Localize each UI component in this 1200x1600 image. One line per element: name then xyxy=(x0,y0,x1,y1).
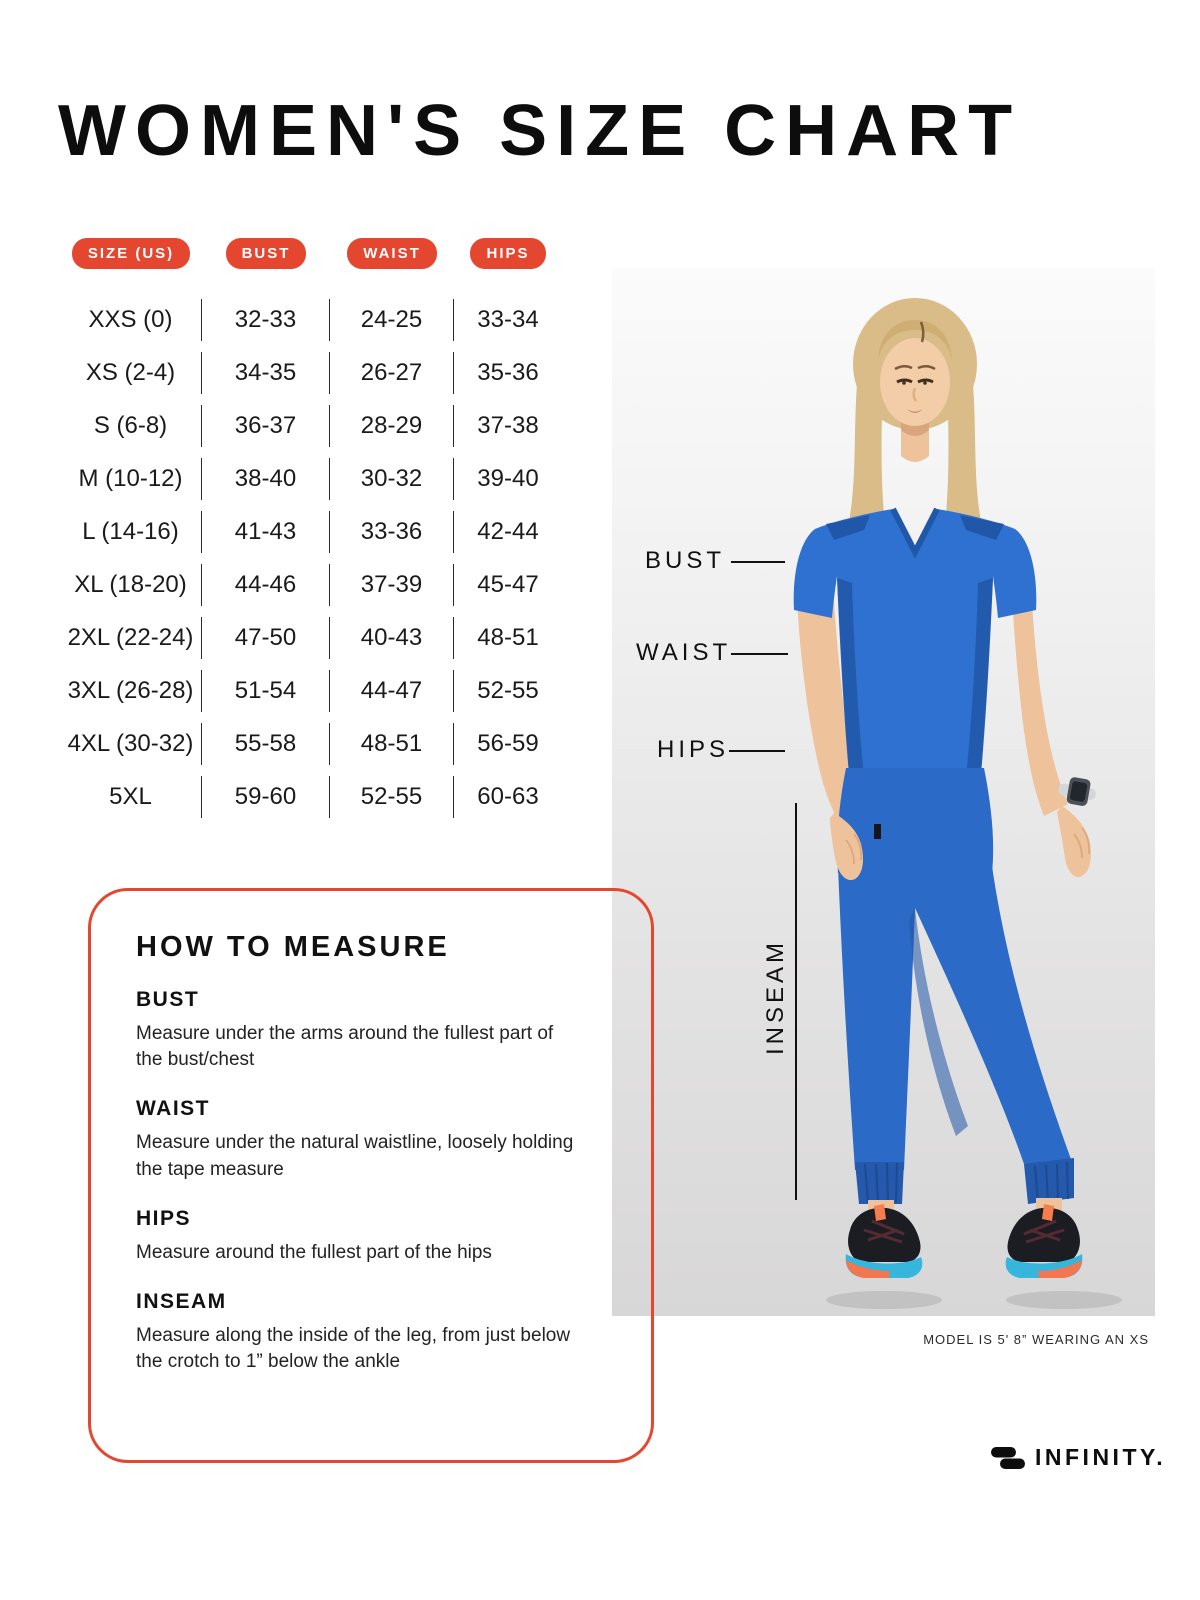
bust-cell: 34-35 xyxy=(202,352,330,394)
size-cell: M (10-12) xyxy=(60,458,202,500)
bust-cell: 38-40 xyxy=(202,458,330,500)
measure-item-text-bust: Measure under the arms around the fullest part of the bust/chest xyxy=(136,1023,554,1071)
table-row xyxy=(60,723,562,765)
measure-item-label-bust: BUST xyxy=(136,988,200,1011)
table-row xyxy=(60,776,562,818)
size-cell: 5XL xyxy=(60,776,202,818)
page-title: WOMEN'S SIZE CHART xyxy=(58,91,1022,171)
bust-pointer-line xyxy=(731,561,785,563)
size-table-header xyxy=(60,238,562,269)
size-table xyxy=(60,238,562,829)
measure-item-label-inseam: INSEAM xyxy=(136,1290,227,1314)
hips-pointer-line xyxy=(729,750,785,752)
waist-cell: 26-27 xyxy=(330,352,454,394)
table-row xyxy=(60,511,562,553)
hips-cell: 52-55 xyxy=(477,677,539,704)
waist-cell: 37-39 xyxy=(330,564,454,606)
hips-cell: 48-51 xyxy=(477,624,539,651)
hips-cell: 39-40 xyxy=(477,465,539,492)
bust-cell: 55-58 xyxy=(202,723,330,765)
hips-cell: 45-47 xyxy=(477,571,539,598)
size-cell: XL (18-20) xyxy=(60,564,202,606)
column-pill-waist: WAIST xyxy=(347,238,437,269)
hips-cell: 37-38 xyxy=(477,412,539,439)
sneaker xyxy=(846,1204,923,1278)
pant-cuffs xyxy=(855,1158,1074,1204)
measure-item-label-hips: HIPS xyxy=(136,1206,192,1230)
size-cell: XS (2-4) xyxy=(60,352,202,394)
hips-annotation-label: HIPS xyxy=(657,736,730,763)
inseam-annotation-label: INSEAM xyxy=(762,938,789,1056)
model-photo xyxy=(612,268,1155,1316)
how-to-measure-box xyxy=(88,888,654,1463)
column-pill-bust: BUST xyxy=(226,238,307,269)
waist-cell: 40-43 xyxy=(330,617,454,659)
hips-cell: 56-59 xyxy=(477,730,539,757)
waist-cell: 30-32 xyxy=(330,458,454,500)
infinity-logo-icon xyxy=(991,1446,1025,1470)
measure-item-text-inseam: Measure along the inside of the leg, from just below the crotch to 1” below the ankle xyxy=(136,1325,571,1373)
table-row xyxy=(60,564,562,606)
column-pill-size: SIZE (US) xyxy=(72,238,190,269)
bust-cell: 59-60 xyxy=(202,776,330,818)
bust-cell: 36-37 xyxy=(202,405,330,447)
table-row xyxy=(60,299,562,341)
brand-name: INFINITY. xyxy=(1035,1444,1167,1470)
waist-cell: 28-29 xyxy=(330,405,454,447)
model-photo-background xyxy=(612,268,1155,1316)
table-row xyxy=(60,617,562,659)
waist-cell: 24-25 xyxy=(330,299,454,341)
hips-cell: 42-44 xyxy=(477,518,539,545)
waist-annotation-label: WAIST xyxy=(636,639,732,666)
size-cell: L (14-16) xyxy=(60,511,202,553)
how-to-measure-title: HOW TO MEASURE xyxy=(136,931,450,963)
bust-cell: 44-46 xyxy=(202,564,330,606)
hips-cell: 33-34 xyxy=(477,306,539,333)
table-row xyxy=(60,352,562,394)
column-pill-hips: HIPS xyxy=(470,238,545,269)
waist-cell: 48-51 xyxy=(330,723,454,765)
size-cell: 3XL (26-28) xyxy=(60,670,202,712)
hips-cell: 60-63 xyxy=(477,783,539,810)
bust-cell: 32-33 xyxy=(202,299,330,341)
model-caption: MODEL IS 5' 8” WEARING AN XS xyxy=(923,1332,1149,1347)
measure-item-text-hips: Measure around the fullest part of the hips xyxy=(136,1241,492,1263)
bust-annotation-label: BUST xyxy=(645,547,726,574)
table-row xyxy=(60,405,562,447)
waist-cell: 44-47 xyxy=(330,670,454,712)
size-cell: XXS (0) xyxy=(60,299,202,341)
table-row xyxy=(60,670,562,712)
brand-logo xyxy=(991,1444,1166,1471)
bust-cell: 41-43 xyxy=(202,511,330,553)
waist-cell: 52-55 xyxy=(330,776,454,818)
size-cell: 2XL (22-24) xyxy=(60,617,202,659)
waist-cell: 33-36 xyxy=(330,511,454,553)
measure-item-text-waist: Measure under the natural waistline, loosely holding the tape measure xyxy=(136,1132,574,1180)
scrub-pants xyxy=(837,768,1072,1170)
bust-cell: 51-54 xyxy=(202,670,330,712)
table-row xyxy=(60,458,562,500)
waist-pointer-line xyxy=(731,653,788,655)
measure-item-label-waist: WAIST xyxy=(136,1097,210,1121)
bust-cell: 47-50 xyxy=(202,617,330,659)
inseam-pointer-line xyxy=(795,803,797,1200)
hips-cell: 35-36 xyxy=(477,359,539,386)
size-cell: S (6-8) xyxy=(60,405,202,447)
size-cell: 4XL (30-32) xyxy=(60,723,202,765)
